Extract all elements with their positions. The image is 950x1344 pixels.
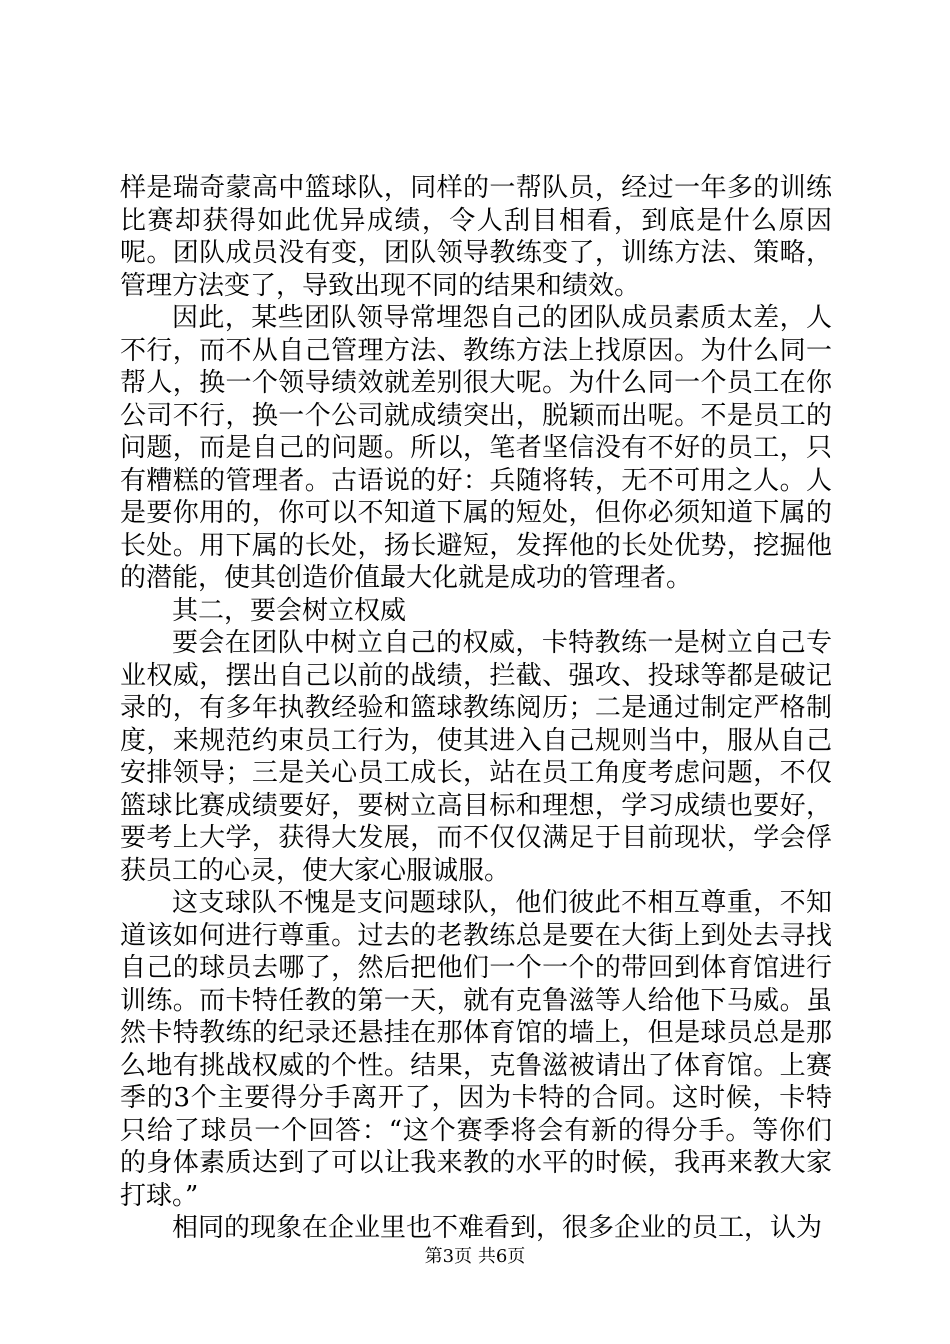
- page-footer: [0, 1246, 950, 1268]
- paragraph-5: 相同的现象在企业里也不难看到，很多企业的员工，认为: [172, 1213, 823, 1243]
- page-number: 第3页 共6页: [424, 1246, 526, 1267]
- section-heading-2: 其二，要会树立权威: [172, 595, 407, 626]
- paragraph-4: 这支球队不愧是支问题球队，他们彼此不相互尊重，不知道该如何进行尊重。过去的老教练总是要在大街上到处去寻找自己的球员去哪了，然后把他们一个一个的带回到体育馆进行训练。而卡特任教的第一天，就有克鲁滋等人给他下马威。虽然卡特教练的纪录还悬挂在那体育馆的墙上，但是球员总是那么地有挑战权威的个性。结果，克鲁滋被请出了体育馆。上赛季的3个主要得分手离开了，因为卡特的合同。这时候，卡特只给了球员一个回答：“这个赛季将会有新的得分手。等你们的身体素质达到了可以让我来教的水平的时候，我再来教大家打球。”: [120, 888, 832, 1211]
- paragraph-3: 要会在团队中树立自己的权威，卡特教练一是树立自己专业权威，摆出自己以前的战绩，拦截、强攻、投球等都是破记录的，有多年执教经验和篮球教练阅历；二是通过制定严格制度，来规范约束员工行为，使其进入自己规则当中，服从自己安排领导；三是关心员工成长，站在员工角度考虑问题，不仅篮球比赛成绩要好，要树立高目标和理想，学习成绩也要好，要考上大学，获得大发展，而不仅仅满足于目前现状，学会俘获员工的心灵，使大家心服诚服。: [120, 628, 832, 886]
- paragraph-1: 样是瑞奇蒙高中篮球队，同样的一帮队员，经过一年多的训练比赛却获得如此优异成绩，令人刮目相看，到底是什么原因呢。团队成员没有变，团队领导教练变了，训练方法、策略，管理方法变了，导致出现不同的结果和绩效。: [120, 173, 832, 301]
- paragraph-2: 因此，某些团队领导常埋怨自己的团队成员素质太差，人不行，而不从自己管理方法、教练方法上找原因。为什么同一帮人，换一个领导绩效就差别很大呢。为什么同一个员工在你公司不行，换一个公司就成绩突出，脱颖而出呢。不是员工的问题，而是自己的问题。所以，笔者坚信没有不好的员工，只有糟糕的管理者。古语说的好：兵随将转，无不可用之人。人是要你用的，你可以不知道下属的短处，但你必须知道下属的长处。用下属的长处，扬长避短，发挥他的长处优势，挖掘他的潜能，使其创造价值最大化就是成功的管理者。: [120, 303, 832, 593]
- body-text: [120, 172, 832, 1245]
